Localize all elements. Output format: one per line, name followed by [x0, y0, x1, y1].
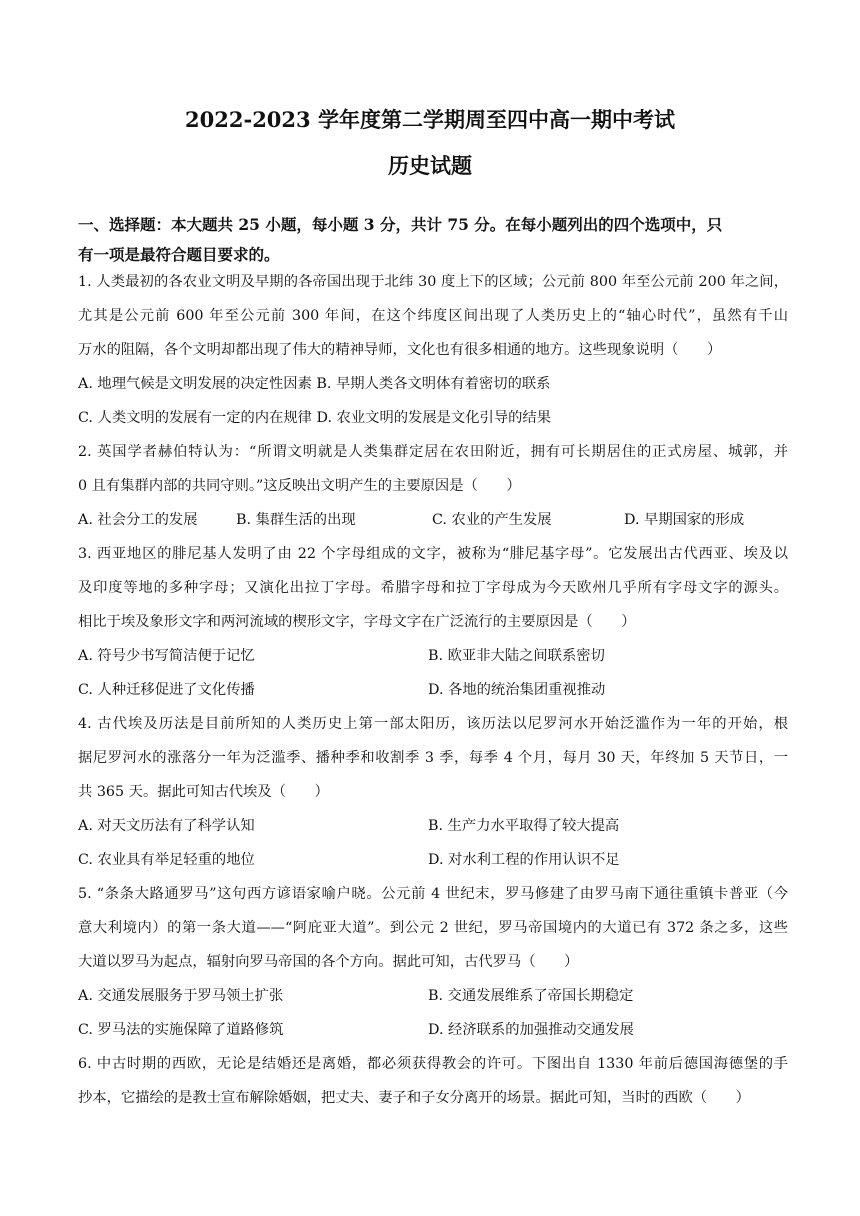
question-3-option-d: D. 各地的统治集团重视推动 [428, 682, 606, 698]
question-5-option-d: D. 经济联系的加强推动交通发展 [428, 1022, 634, 1038]
question-6-line-1: 6. 中古时期的西欧，无论是结婚还是离婚，都必须获得教会的许可。下图出自 1330 年前后德国海德堡的手 [78, 1056, 788, 1072]
question-3-line-2: 及印度等地的多种字母；又演化出拉丁字母。希腊字母和拉丁字母成为今天欧州几乎所有字母文字的源头。 [78, 580, 788, 596]
question-4-option-c: C. 农业具有举足轻重的地位 [78, 852, 255, 868]
question-2-line-2: 0 且有集群内部的共同守则。”这反映出文明产生的主要原因是（ ） [78, 478, 521, 494]
question-4-option-a: A. 对天文历法有了科学认知 [78, 818, 255, 834]
question-4-line-3: 共 365 天。据此可知古代埃及（ ） [78, 784, 329, 800]
section-heading [78, 210, 788, 270]
question-5-line-2: 意大利境内）的第一条大道——“阿庇亚大道”。到公元 2 世纪，罗马帝国境内的大道已有 372 条之多，这些 [78, 920, 788, 936]
question-2-line-1: 2. 英国学者赫伯特认为：“所谓文明就是人类集群定居在农田附近，拥有可长期居住的正式房屋、城郭，并 [78, 444, 788, 460]
question-1-options-ab: A. 地理气候是文明发展的决定性因素 B. 早期人类各文明体有着密切的联系 [78, 376, 551, 392]
question-4-line-2: 据尼罗河水的涨落分一年为泛滥季、播种季和收割季 3 季，每季 4 个月，每月 30 天，年终加 5 天节日，一 [78, 750, 788, 766]
exam-title: 2022-2023 学年度第二学期周至四中高一期中考试 [185, 107, 675, 132]
question-1-options-cd: C. 人类文明的发展有一定的内在规律 D. 农业文明的发展是文化引导的结果 [78, 410, 552, 426]
question-2-option-b: B. 集群生活的出现 [236, 512, 356, 528]
question-1-line-1: 1. 人类最初的各农业文明及早期的各帝国出现于北纬 30 度上下的区域；公元前 800 年至公元前 200 年之间， [78, 274, 788, 290]
question-5-option-c: C. 罗马法的实施保障了道路修筑 [78, 1022, 284, 1038]
question-2-option-a: A. 社会分工的发展 [78, 512, 198, 528]
question-3-line-1: 3. 西亚地区的腓尼基人发明了由 22 个字母组成的文字，被称为“腓尼基字母”。它发展出古代西亚、埃及以 [78, 546, 788, 562]
question-4-option-d: D. 对水利工程的作用认识不足 [428, 852, 620, 868]
question-3-option-c: C. 人种迁移促进了文化传播 [78, 682, 255, 698]
section-heading-line-1: 一、选择题：本大题共 25 小题，每小题 3 分，共计 75 分。在每小题列出的四个选项中，只 [78, 215, 723, 234]
question-1-line-2: 尤其是公元前 600 年至公元前 300 年间，在这个纬度区间出现了人类历史上的“轴心时代”，虽然有千山 [78, 308, 788, 324]
question-5-option-a: A. 交通发展服务于罗马领土扩张 [78, 988, 284, 1004]
question-4-option-b: B. 生产力水平取得了较大提高 [428, 818, 620, 834]
exam-subtitle: 历史试题 [388, 153, 472, 178]
question-4-line-1: 4. 古代埃及历法是目前所知的人类历史上第一部太阳历，该历法以尼罗河水开始泛滥作为一年的开始，根 [78, 716, 788, 732]
question-2-option-c: C. 农业的产生发展 [432, 512, 552, 528]
question-5-line-1: 5. “条条大路通罗马”这句西方谚语家喻户晓。公元前 4 世纪末，罗马修建了由罗马南下通往重镇卡普亚（今 [78, 886, 788, 902]
question-6-line-2: 抄本，它描绘的是教士宣布解除婚姻，把丈夫、妻子和子女分离开的场景。据此可知，当时的西欧（ ） [78, 1090, 750, 1106]
question-2-option-d: D. 早期国家的形成 [624, 512, 745, 528]
question-5-option-b: B. 交通发展维系了帝国长期稳定 [428, 988, 634, 1004]
question-3-option-a: A. 符号少书写简洁便于记忆 [78, 648, 255, 664]
question-1-line-3: 万水的阻隔，各个文明却都出现了伟大的精神导师，文化也有很多相通的地方。这些现象说明（ ） [78, 342, 722, 358]
question-3-line-3: 相比于埃及象形文字和两河流域的楔形文字，字母文字在广泛流行的主要原因是（ ） [78, 614, 636, 630]
question-3-option-b: B. 欧亚非大陆之间联系密切 [428, 648, 605, 664]
section-heading-line-2: 有一项是最符合题目要求的。 [78, 245, 280, 264]
question-5-line-3: 大道以罗马为起点，辐射向罗马帝国的各个方向。据此可知，古代罗马（ ） [78, 954, 579, 970]
